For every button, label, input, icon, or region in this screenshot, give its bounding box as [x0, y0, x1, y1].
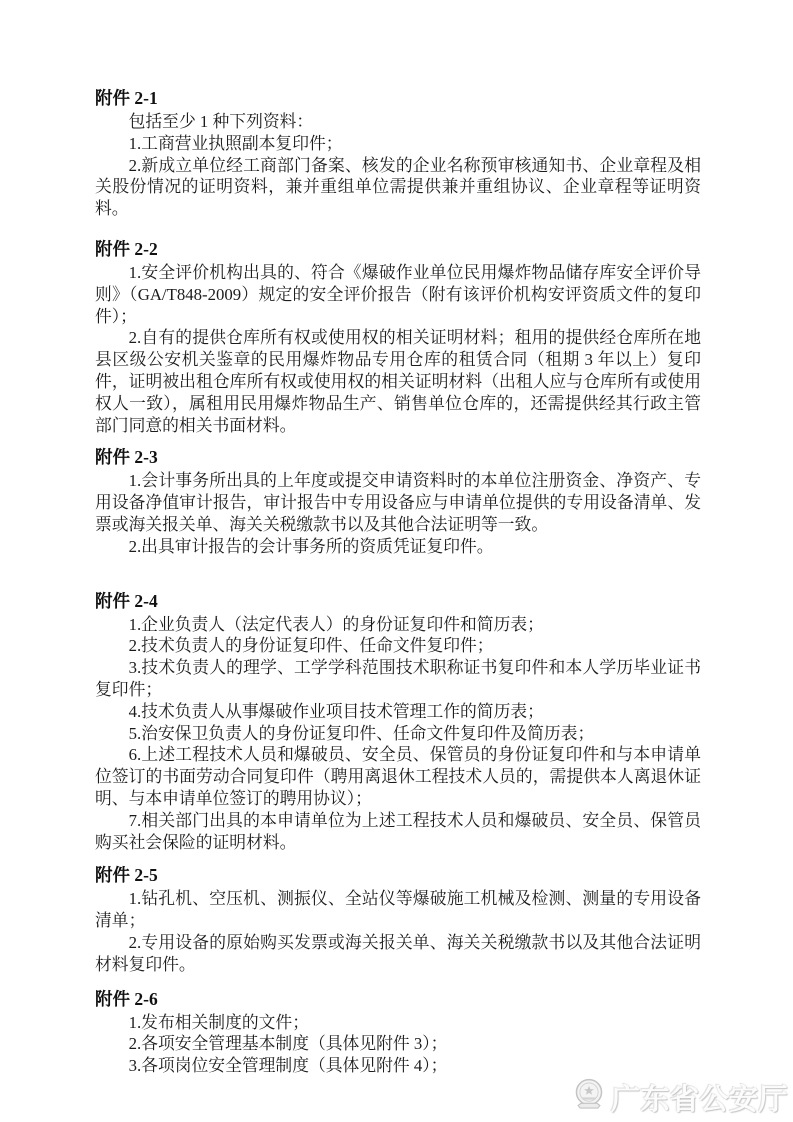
paragraph: 4.技术负责人从事爆破作业项目技术管理工作的简历表； — [128, 701, 544, 721]
attachment-section-2-3 — [95, 446, 701, 557]
paragraph: 2.新成立单位经工商部门备案、核发的企业名称预审核通知书、企业章程及相关股份情况的证明资料，兼并重组单位需提供兼并重组协议、企业章程等证明资料。 — [95, 155, 701, 219]
attachment-section-2-4 — [95, 590, 701, 854]
paragraph: 1.发布相关制度的文件； — [128, 1012, 309, 1032]
section-heading: 附件 2-2 — [95, 238, 158, 259]
paragraph: 1.企业负责人（法定代表人）的身份证复印件和简历表； — [128, 614, 544, 634]
paragraph: 2.自有的提供仓库所有权或使用权的相关证明材料；租用的提供经仓库所在地县区级公安机关鉴章的民用爆炸物品专用仓库的租赁合同（租期 3 年以上）复印件，证明被出租仓库所有权或使用权的相关证明材料（出租人应与仓库所有或使用权人一致），属租用民用爆炸物品生产、销售单位仓库的，还需提供经其行政主管部门同意的相关书面材料。 — [95, 328, 701, 435]
paragraph: 6.上述工程技术人员和爆破员、安全员、保管员的身份证复印件和与本申请单位签订的书面劳动合同复印件（聘用离退休工程技术人员的，需提供本人离退休证明、与本申请单位签订的聘用协议）； — [95, 745, 701, 808]
paragraph: 1.工商营业执照副本复印件； — [128, 133, 343, 153]
watermark-text: 广东省公安厅 — [610, 1084, 788, 1116]
paragraph: 1.会计事务所出具的上年度或提交申请资料时的本单位注册资金、净资产、专用设备净值审计报告，审计报告中专用设备应与申请单位提供的专用设备清单、发票或海关报关单、海关关税缴款书以及其他合法证明等一致。 — [95, 471, 701, 534]
section-heading: 附件 2-5 — [95, 865, 158, 886]
watermark — [570, 1076, 788, 1119]
police-badge-icon — [570, 1076, 608, 1119]
paragraph: 包括至少 1 种下列资料： — [128, 112, 314, 131]
paragraph: 2.各项安全管理基本制度（具体见附件 3）； — [128, 1034, 448, 1054]
paragraph: 1.钻孔机、空压机、测振仪、全站仪等爆破施工机械及检测、测量的专用设备清单； — [95, 889, 701, 931]
paragraph: 3.各项岗位安全管理制度（具体见附件 4）； — [128, 1056, 448, 1076]
attachment-section-2-1 — [95, 87, 701, 220]
paragraph: 2.专用设备的原始购买发票或海关报关单、海关关税缴款书以及其他合法证明材料复印件。 — [95, 932, 701, 974]
section-heading: 附件 2-4 — [95, 590, 158, 611]
paragraph: 7.相关部门出具的本申请单位为上述工程技术人员和爆破员、安全员、保管员购买社会保险的证明材料。 — [95, 810, 701, 852]
paragraph: 2.出具审计报告的会计事务所的资质凭证复印件。 — [128, 536, 494, 556]
attachment-section-2-6 — [95, 988, 701, 1077]
attachment-section-2-5 — [95, 864, 701, 975]
section-heading: 附件 2-1 — [95, 88, 158, 108]
paragraph: 2.技术负责人的身份证复印件、任命文件复印件； — [128, 636, 494, 656]
paragraph: 5.治安保卫负责人的身份证复印件、任命文件复印件及简历表； — [128, 723, 595, 743]
section-heading: 附件 2-6 — [95, 988, 158, 1009]
paragraph: 1.安全评价机构出具的、符合《爆破作业单位民用爆炸物品储存库安全评价导则》（GA/T848-2009）规定的安全评价报告（附有该评价机构安评资质文件的复印件）； — [95, 262, 701, 326]
paragraph: 3.技术负责人的理学、工学学科范围技术职称证书复印件和本人学历毕业证书复印件； — [95, 658, 701, 699]
section-heading: 附件 2-3 — [95, 447, 158, 468]
attachment-section-2-2 — [95, 238, 701, 436]
